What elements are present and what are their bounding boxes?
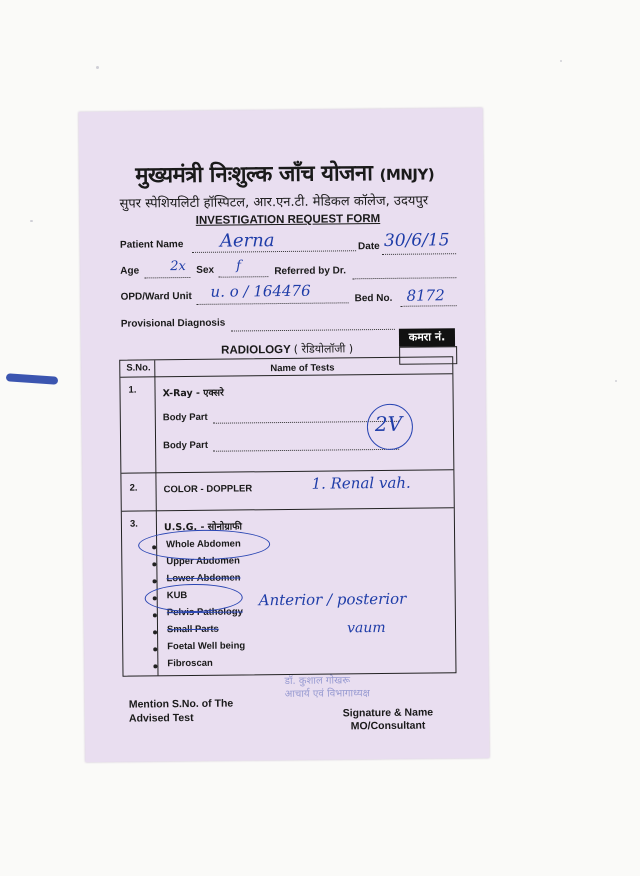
- bed-no-value[interactable]: 8172: [406, 286, 445, 305]
- form-header-title: [135, 156, 434, 189]
- usg-item-kub[interactable]: KUB: [166, 590, 188, 602]
- bed-no-label: Bed No.: [354, 292, 393, 305]
- usg-item-fibroscan[interactable]: Fibroscan: [167, 657, 213, 670]
- signature-label: Signature & Name MO/Consultant: [342, 706, 434, 733]
- date-value[interactable]: 30/6/15: [383, 230, 450, 251]
- row-1-title: X-Ray - एक्सरे: [162, 387, 224, 400]
- usg-item-lower-abdomen[interactable]: Lower Abdomen: [166, 572, 241, 585]
- row-2-sno: 2.: [129, 482, 138, 494]
- xray-note: 2V: [374, 411, 403, 437]
- ink-mark: [6, 373, 58, 385]
- scheme-abbr: (MNJY): [379, 165, 435, 184]
- date-label: Date: [357, 240, 380, 253]
- usg-item-small-parts[interactable]: Small Parts: [166, 623, 219, 636]
- row-3-title: U.S.G. - सोनोग्राफी: [163, 521, 242, 534]
- usg-item-whole-abdomen[interactable]: Whole Abdomen: [166, 538, 241, 551]
- column-header-sno: S.No.: [126, 362, 151, 374]
- section-title: RADIOLOGY ( रेडियोलॉजी ): [221, 342, 354, 357]
- usg-item-pelvis-pathology[interactable]: Pelvis Pathology: [166, 606, 243, 619]
- row-1-sno: 1.: [128, 384, 137, 396]
- sex-value[interactable]: f: [236, 258, 242, 274]
- usg-note-line-2: vaum: [346, 619, 386, 637]
- row-1-body-part-2: Body Part: [163, 439, 209, 452]
- row-2-title: COLOR - DOPPLER: [163, 483, 253, 496]
- whole-abdomen-circle-mark: [138, 529, 270, 560]
- row-3-sno: 3.: [129, 518, 138, 530]
- column-header-tests: Name of Tests: [270, 362, 335, 375]
- room-number-label: कमरा नं.: [399, 328, 455, 347]
- age-label: Age: [120, 265, 140, 277]
- referred-by-label: Referred by Dr.: [274, 265, 347, 278]
- doctor-stamp: डॉ. कुशाल गोखरू आचार्य एवं विभागाध्यक्ष: [284, 675, 370, 701]
- form-title: INVESTIGATION REQUEST FORM: [195, 212, 381, 227]
- usg-item-foetal-well-being[interactable]: Foetal Well being: [167, 640, 246, 653]
- usg-item-upper-abdomen[interactable]: Upper Abdomen: [166, 555, 240, 568]
- opd-ward-value[interactable]: u. o / 164476: [210, 281, 311, 301]
- patient-name-value[interactable]: Aerna: [219, 230, 275, 252]
- patient-name-label: Patient Name: [119, 239, 184, 251]
- scheme-title-hindi: मुख्यमंत्री निःशुल्क जाँच योजना: [135, 161, 373, 189]
- age-value[interactable]: 2x: [170, 259, 186, 275]
- provisional-diagnosis-label: Provisional Diagnosis: [120, 317, 226, 330]
- doppler-note: 1. Renal vah.: [311, 473, 411, 493]
- investigation-request-form: [79, 108, 490, 762]
- mention-instruction: Mention S.No. of The Advised Test: [128, 697, 234, 725]
- usg-note-line-1: Anterior / posterior: [258, 589, 407, 610]
- row-1-body-part-1: Body Part: [162, 411, 208, 424]
- hospital-name: सुपर स्पेशियलिटी हॉस्पिटल, आर.एन.टी. मेडिकल कॉलेज, उदयपुर: [119, 193, 429, 212]
- opd-ward-label: OPD/Ward Unit: [120, 290, 192, 303]
- sex-label: Sex: [196, 264, 215, 276]
- tests-table: [119, 356, 456, 676]
